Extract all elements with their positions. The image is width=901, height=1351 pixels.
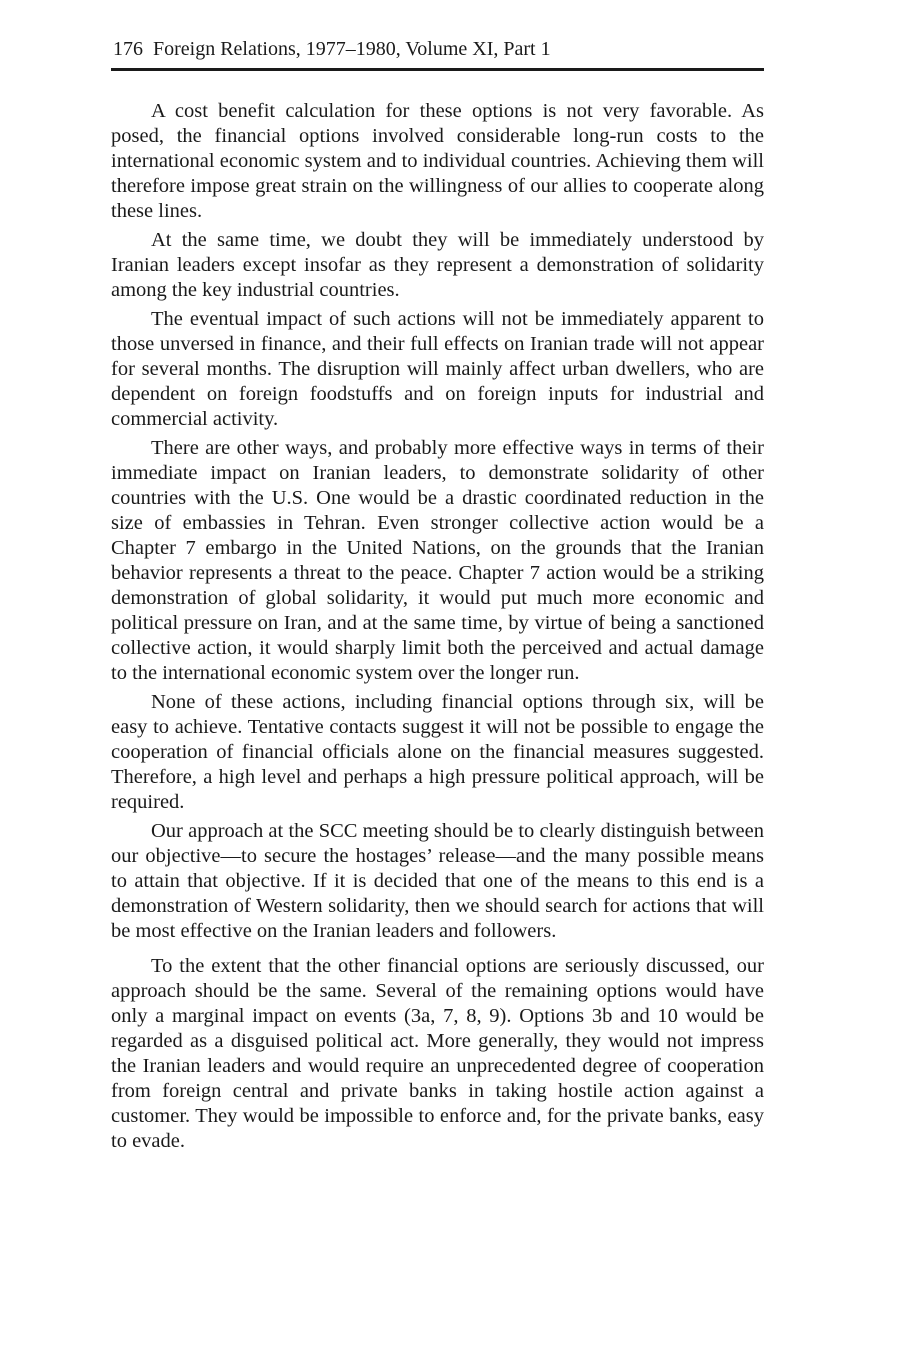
header-rule xyxy=(111,68,764,71)
paragraph-eventual-impact: The eventual impact of such actions will not be immediately apparent to those unversed in finance, and their full effects on Iranian trade will not appear for several months. The disruption will mainly affect urban dwellers, who are dependent on foreign foodstuffs and on foreign inputs for industrial and commercial activity. xyxy=(111,308,764,430)
body-text xyxy=(111,99,764,1158)
running-head xyxy=(113,36,764,62)
paragraph-other-ways: There are other ways, and probably more effective ways in terms of their immediate impact on Iranian leaders, to demonstrate solidarity of other countries with the U.S. One would be a drastic coordinated reduction in the size of embassies in Tehran. Even stronger collective action would be a Chapter 7 embargo in the United Nations, on the grounds that the Iranian behavior represents a threat to the peace. Chapter 7 action would be a striking demonstration of global solidarity, it would put much more economic and political pressure on Iran, and at the same time, by virtue of being a sanctioned collective action, it would sharply limit both the perceived and actual damage to the international economic system over the longer run. xyxy=(111,437,764,684)
paragraph-cost-benefit: A cost benefit calculation for these options is not very favorable. As posed, the financial options involved considerable long-run costs to the international economic system and to individual countries. Achieving them will therefore impose great strain on the willingness of our allies to cooperate along these lines. xyxy=(111,100,764,222)
paragraph-scc-approach: Our approach at the SCC meeting should be to clearly distinguish between our objective—to secure the hostages’ release—and the many possible means to attain that objective. If it is decided that one of the means to this end is a demonstration of Western solidarity, then we should search for actions that will be most effective on the Iranian leaders and followers. xyxy=(111,820,764,942)
running-title: Foreign Relations, 1977–1980, Volume XI, Part 1 xyxy=(153,38,551,60)
paragraph-none-of-these-actions: None of these actions, including financial options through six, will be easy to achieve. Tentative contacts suggest it will not be possible to engage the cooperation of financial officials alone on the financial measures suggested. Therefore, a high level and perhaps a high pressure political approach, will be required. xyxy=(111,691,764,813)
page-number: 176 xyxy=(113,38,143,60)
paragraph-iranian-understanding: At the same time, we doubt they will be immediately understood by Iranian leaders except insofar as they represent a demonstration of solidarity among the key industrial countries. xyxy=(111,229,764,301)
paragraph-other-financial-options: To the extent that the other financial options are seriously discussed, our approach should be the same. Several of the remaining options would have only a marginal impact on events (3a, 7, 8, 9). Options 3b and 10 would be regarded as a disguised political act. More generally, they would not impress the Iranian leaders and would require an unprecedented degree of cooperation from foreign central and private banks in taking hostile action against a customer. They would be impossible to enforce and, for the private banks, easy to evade. xyxy=(111,955,764,1152)
